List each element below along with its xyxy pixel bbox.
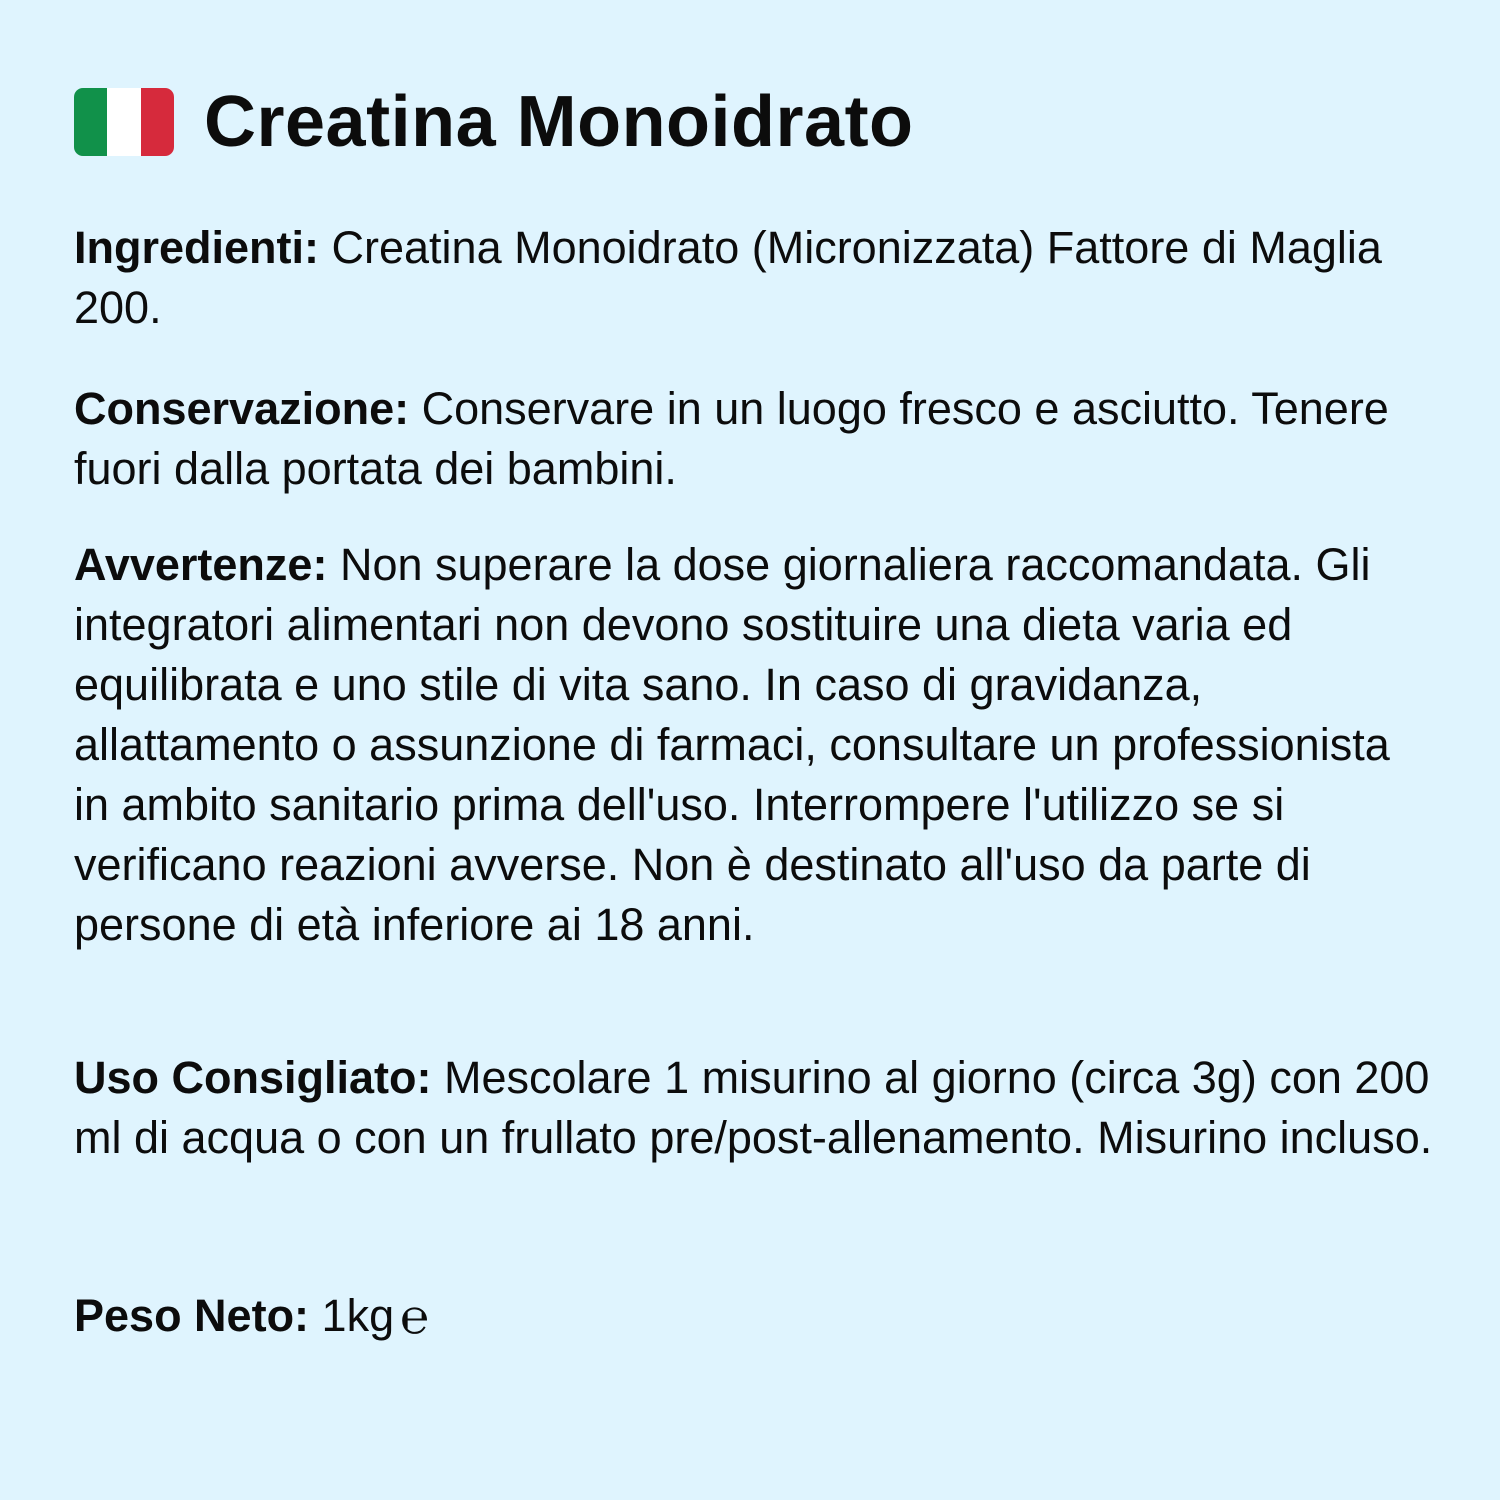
warnings-section xyxy=(74,535,1434,955)
storage-section xyxy=(74,379,1434,499)
italy-flag-icon xyxy=(74,88,174,156)
header xyxy=(74,82,914,162)
storage-label: Conservazione: xyxy=(74,383,410,434)
flag-red-band xyxy=(141,88,174,156)
flag-green-band xyxy=(74,88,107,156)
net-weight-label: Peso Neto: xyxy=(74,1290,310,1341)
ingredients-label: Ingredienti: xyxy=(74,222,319,273)
storage-text: Conservare in un luogo fresco e asciutto. Tenere fuori dalla portata dei bambini. xyxy=(74,383,1389,494)
usage-label: Uso Consigliato: xyxy=(74,1052,432,1103)
ingredients-section xyxy=(74,218,1434,338)
estimated-sign-icon: ℮ xyxy=(400,1291,429,1344)
net-weight-value: 1kg xyxy=(309,1290,395,1341)
usage-text: Mescolare 1 misurino al giorno (circa 3g) con 200 ml di acqua o con un frullato pre/post-allenamento. Misurino incluso. xyxy=(74,1052,1433,1163)
flag-white-band xyxy=(107,88,140,156)
page-title: Creatina Monoidrato xyxy=(204,82,914,162)
ingredients-text: Creatina Monoidrato (Micronizzata) Fattore di Maglia 200. xyxy=(74,222,1382,333)
net-weight-section xyxy=(74,1286,1434,1346)
warnings-label: Avvertenze: xyxy=(74,539,328,590)
usage-section xyxy=(74,1048,1434,1168)
warnings-text: Non superare la dose giornaliera raccomandata. Gli integratori alimentari non devono sostituire una dieta varia ed equilibrata e uno stile di vita sano. In caso di gravidanza, allattamento o assunzione di farmaci, consultare un professionista in ambito sanitario prima dell'uso. Interrompere l'utilizzo se si verificano reazioni avverse. Non è destinato all'uso da parte di persone di età inferiore ai 18 anni. xyxy=(74,539,1390,950)
